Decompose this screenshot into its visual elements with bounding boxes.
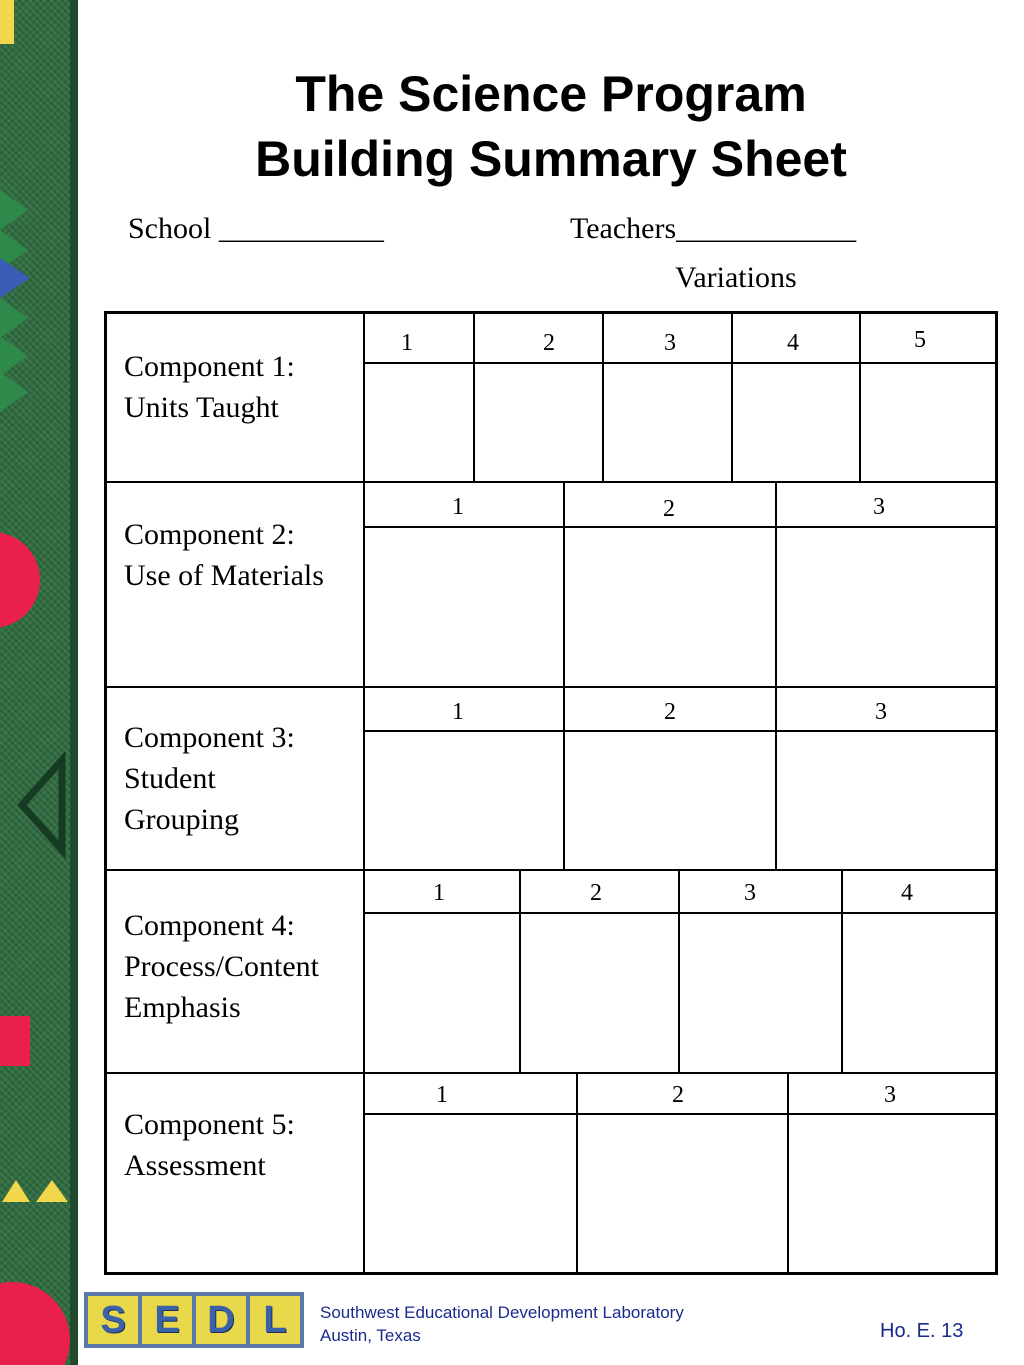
decorative-shapes [0,0,78,1365]
logo-letter: S [88,1296,138,1344]
component-label-line: Student [124,762,216,795]
variation-number: 2 [663,496,675,522]
variation-number: 4 [787,330,799,356]
column-divider [563,686,565,869]
variation-number: 2 [543,330,555,356]
component-label-line: Use of Materials [124,559,324,592]
variation-header-rule [365,1113,995,1115]
component-row-2 [107,481,995,688]
column-divider [775,686,777,869]
column-divider [775,481,777,686]
variation-number: 3 [744,880,756,906]
component-label-line: Component 1: [124,350,295,383]
component-label-line: Process/Content [124,950,319,983]
variation-number: 3 [664,330,676,356]
logo-letter: E [142,1296,192,1344]
variation-header-rule [365,730,995,732]
blue-triangle-shape [0,258,30,298]
yellow-bar-shape [0,0,14,44]
red-circle-shape [0,532,40,628]
variation-number: 2 [672,1082,684,1108]
strip-edge [70,0,78,1365]
red-square-shape [0,1016,30,1066]
footer-org-name: Southwest Educational Development Laboratory [320,1303,684,1322]
column-divider [731,314,733,481]
variation-number: 3 [875,699,887,725]
variation-number: 2 [664,699,676,725]
footer-location: Austin, Texas [320,1326,421,1345]
component-label-line: Assessment [124,1149,266,1182]
sedl-logo [84,1292,304,1348]
component-label-line: Component 2: [124,518,295,551]
component-label-cell [107,686,365,869]
component-row-3 [107,686,995,871]
variation-number: 4 [901,880,913,906]
column-divider [678,869,680,1072]
variation-number: 2 [590,880,602,906]
variation-number: 1 [452,699,464,725]
handout-number: Ho. E. 13 [880,1320,964,1342]
page-title-line-1: The Science Program [295,66,807,122]
component-label-line: Component 3: [124,721,295,754]
variation-header-rule [365,362,995,364]
variation-number: 1 [436,1082,448,1108]
component-label-line: Component 4: [124,909,295,942]
component-label-cell [107,314,365,481]
variation-area [365,869,995,1072]
column-divider [563,481,565,686]
variation-number: 5 [914,327,926,353]
variation-number: 1 [433,880,445,906]
component-row-5 [107,1072,995,1272]
variation-header-rule [365,912,995,914]
component-label-line: Component 5: [124,1108,295,1141]
component-row-1 [107,314,995,483]
variation-number: 3 [884,1082,896,1108]
component-label-line: Grouping [124,803,239,836]
logo-letter: D [196,1296,246,1344]
column-divider [473,314,475,481]
summary-table [104,311,998,1275]
column-divider [576,1072,578,1272]
variations-label: Variations [675,261,797,294]
column-divider [841,869,843,1072]
variation-area [365,314,995,481]
component-row-4 [107,869,995,1074]
column-divider [519,869,521,1072]
variation-area [365,481,995,686]
column-divider [602,314,604,481]
decorative-side-strip [0,0,78,1365]
diamond-outline-shape [22,760,62,850]
school-field-label: School ___________ [128,212,384,245]
component-label-cell [107,481,365,686]
teachers-field-label: Teachers____________ [570,212,857,245]
variation-number: 3 [873,494,885,520]
logo-letter: L [250,1296,300,1344]
column-divider [859,314,861,481]
variation-area [365,686,995,869]
component-label-cell [107,1072,365,1272]
component-label-line: Units Taught [124,391,279,424]
variation-number: 1 [401,330,413,356]
column-divider [787,1072,789,1272]
variation-area [365,1072,995,1272]
page-title-line-2: Building Summary Sheet [255,131,847,187]
variation-header-rule [365,526,995,528]
component-label-cell [107,869,365,1072]
component-label-line: Emphasis [124,991,241,1024]
variation-number: 1 [452,494,464,520]
